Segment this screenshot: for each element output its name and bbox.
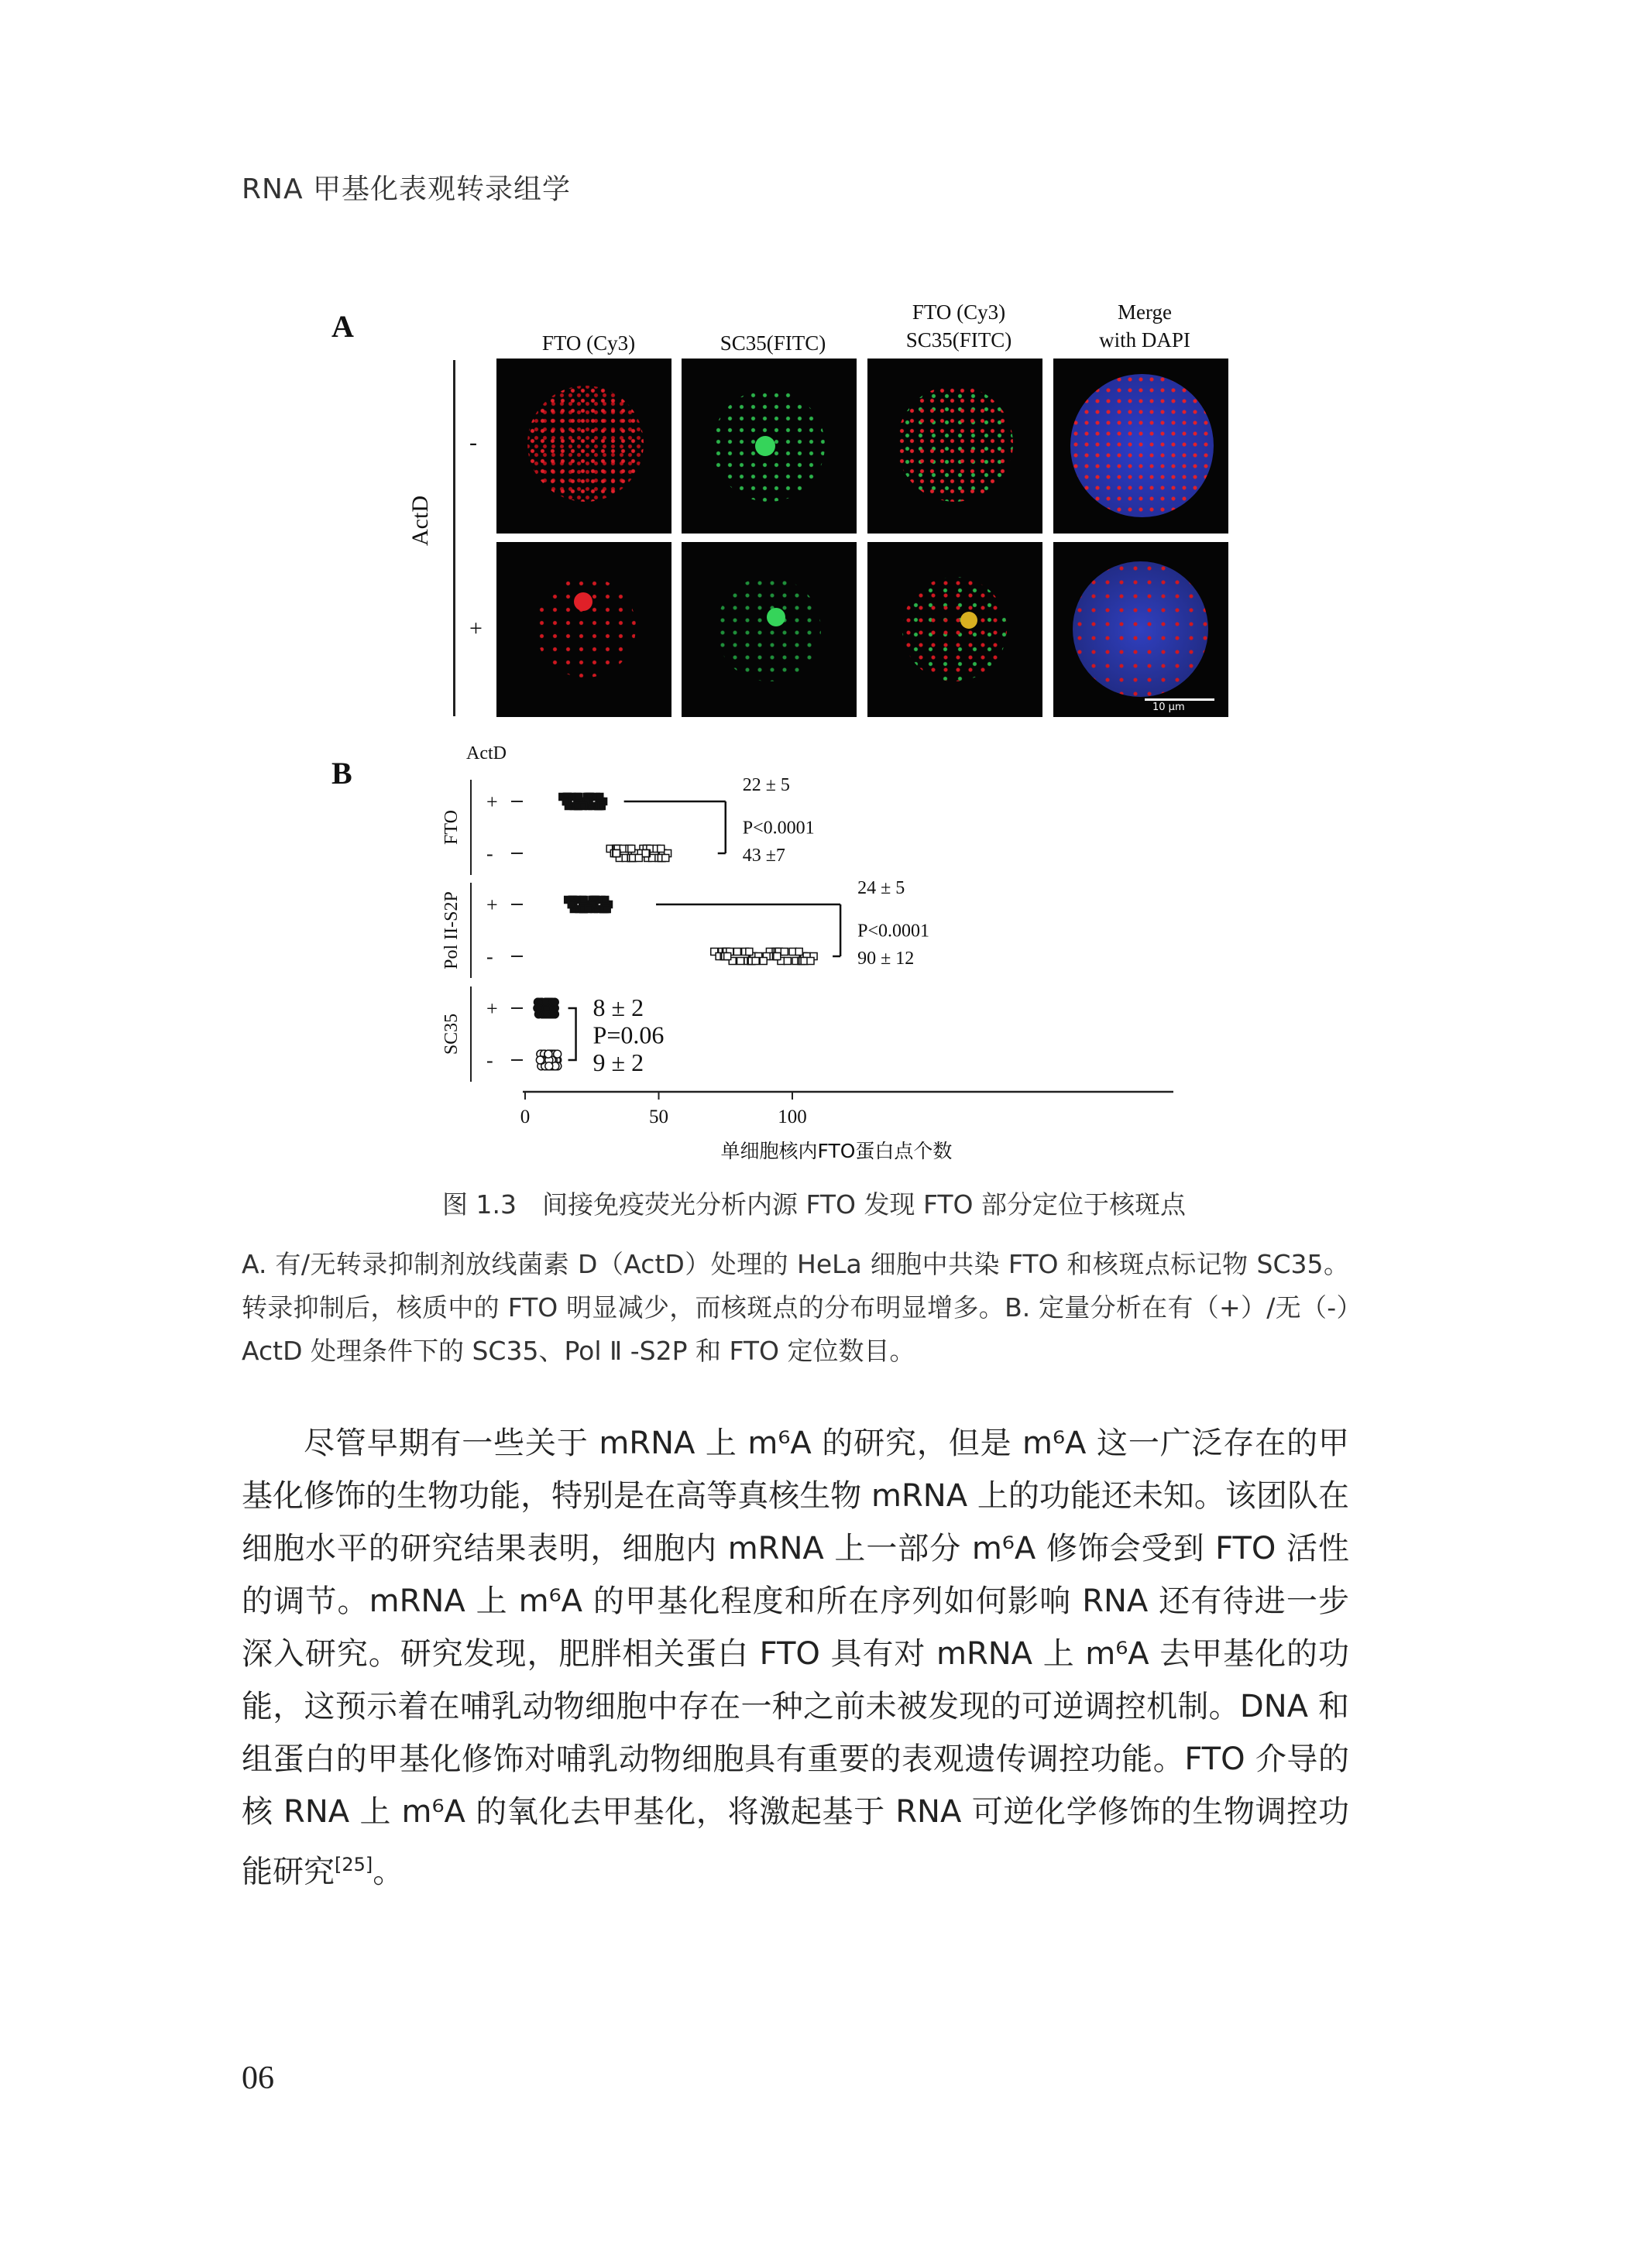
data-point: [580, 897, 587, 904]
micrograph-sc35-minus: [682, 359, 857, 534]
stat-plus: 24 ± 5: [857, 878, 905, 898]
data-point: [568, 901, 575, 908]
data-point: [598, 803, 605, 810]
panel-a-letter: A: [331, 309, 354, 344]
data-point: [807, 958, 814, 965]
micrograph-overlay-minus: [867, 359, 1042, 534]
micrograph-fto-plus: [496, 542, 671, 717]
column-label-overlay: FTO (Cy3) SC35(FITC): [905, 300, 1012, 352]
data-point: [781, 949, 788, 956]
data-point: [737, 958, 744, 965]
data-point: [746, 949, 753, 956]
data-point: [642, 850, 649, 857]
row-sign: +: [486, 791, 498, 813]
row-label-plus: +: [469, 616, 483, 641]
data-point: [585, 906, 592, 913]
data-point: [613, 850, 620, 857]
data-point: [596, 794, 603, 801]
data-point: [752, 958, 759, 965]
group-label: FTO: [441, 810, 462, 845]
body-text: 尽管早期有一些关于 mRNA 上 m⁶A 的研究，但是 m⁶A 这一广泛存在的甲基化修饰的生物功能，特别是在高等真核生物 mRNA 上的功能还未知。该团队在细胞水平的研究结果表明，细胞内 mRNA 上一部分 m⁶A 修饰会受到 FTO 活性的调节。mRNA 上 m⁶A 的甲基化程度和所在序列如何影响 RNA 还有待进一步深入研究。研究发现，肥胖相关蛋白 FTO 具有对 mRNA 上 m⁶A 去甲基化的功能，这预示着在哺乳动物细胞中存在一种之前未被发现的可逆调控机制。DNA 和组蛋白的甲基化修饰对哺乳动物细胞具有重要的表观遗传调控功能。FTO 介导的核 RNA 上 m⁶A 的氧化去甲基化，将激起基于 RNA 可逆化学修饰的生物调控功能研究: [242, 1426, 1349, 1890]
column-label-merge: Merge with DAPI: [1099, 300, 1190, 352]
stat-p: P=0.06: [592, 1021, 665, 1049]
stat-p: P<0.0001: [857, 921, 929, 942]
figure-caption: 图 1.3 间接免疫荧光分析内源 FTO 发现 FTO 部分定位于核斑点: [442, 1189, 1186, 1220]
data-point: [733, 949, 740, 956]
data-point: [542, 1010, 550, 1018]
group-label: Pol II-S2P: [441, 891, 462, 969]
micrograph-overlay-plus: [867, 542, 1042, 717]
stat-plus: 22 ± 5: [742, 775, 790, 795]
figure-legend: A. 有/无转录抑制剂放线菌素 D（ActD）处理的 HeLa 细胞中共染 FTO 和核斑点标记物 SC35。转录抑制后，核质中的 FTO 明显减少，而核斑点的分布明显增多。B. 定量分析在有（+）/无（-）ActD 处理条件下的 SC35、Pol Ⅱ -S2P 和 FTO 定位数目。: [242, 1249, 1349, 1366]
x-tick-label: 0: [520, 1107, 531, 1127]
row-axis-line: [453, 360, 455, 716]
data-point: [603, 906, 610, 913]
actd-label: ActD: [466, 743, 507, 763]
stat-minus: 9 ± 2: [592, 1048, 644, 1076]
data-point: [658, 846, 665, 853]
x-tick-label: 100: [778, 1107, 807, 1127]
data-point: [579, 803, 586, 810]
data-point: [635, 855, 642, 862]
data-point: [545, 1062, 553, 1070]
stat-minus: 90 ± 12: [857, 949, 915, 969]
row-sign: -: [486, 945, 493, 968]
row-sign: +: [486, 894, 498, 916]
micrograph-fto-minus: [496, 359, 671, 534]
micrograph-merge-minus: [1053, 359, 1228, 534]
group-label: SC35: [441, 1013, 462, 1055]
dot-plot: [403, 736, 1317, 1169]
bracket: [568, 1008, 576, 1060]
scale-bar-label: 10 μm: [1152, 702, 1185, 713]
data-point: [536, 1056, 544, 1064]
panel-b-letter: B: [331, 756, 352, 791]
stat-minus: 43 ±7: [742, 846, 785, 866]
data-point: [575, 794, 582, 801]
stat-p: P<0.0001: [742, 818, 815, 839]
page-number: 06: [242, 2060, 274, 2096]
row-sign: -: [486, 1049, 493, 1072]
row-axis-label: ActD: [407, 496, 433, 546]
data-point: [724, 953, 731, 960]
micrograph-sc35-plus: [682, 542, 857, 717]
data-point: [602, 897, 609, 904]
data-point: [760, 958, 767, 965]
data-point: [628, 846, 635, 853]
column-label-fto: FTO (Cy3): [541, 331, 636, 355]
x-tick-label: 50: [649, 1107, 668, 1127]
column-label-sc35: SC35(FITC): [720, 331, 826, 355]
data-point: [784, 958, 791, 965]
micrograph-merge-plus: [1053, 542, 1228, 717]
data-point: [542, 998, 550, 1006]
row-sign: -: [486, 842, 493, 865]
body-paragraph: [242, 1417, 1349, 1898]
scale-bar: [1145, 698, 1214, 701]
data-point: [795, 949, 802, 956]
data-point: [562, 798, 569, 805]
data-point: [554, 1050, 562, 1058]
data-point: [774, 953, 781, 960]
stat-plus: 8 ± 2: [592, 993, 644, 1021]
data-point: [534, 1004, 541, 1012]
running-header: RNA 甲基化表观转录组学: [242, 173, 572, 205]
body-end: 。: [373, 1854, 404, 1890]
data-point: [544, 1050, 552, 1058]
data-point: [662, 855, 669, 862]
x-axis-label: 单细胞核内FTO蛋白点个数: [720, 1140, 953, 1162]
citation: [25]: [335, 1854, 373, 1875]
data-point: [551, 998, 558, 1006]
row-label-minus: -: [469, 430, 477, 455]
row-sign: +: [486, 997, 498, 1020]
